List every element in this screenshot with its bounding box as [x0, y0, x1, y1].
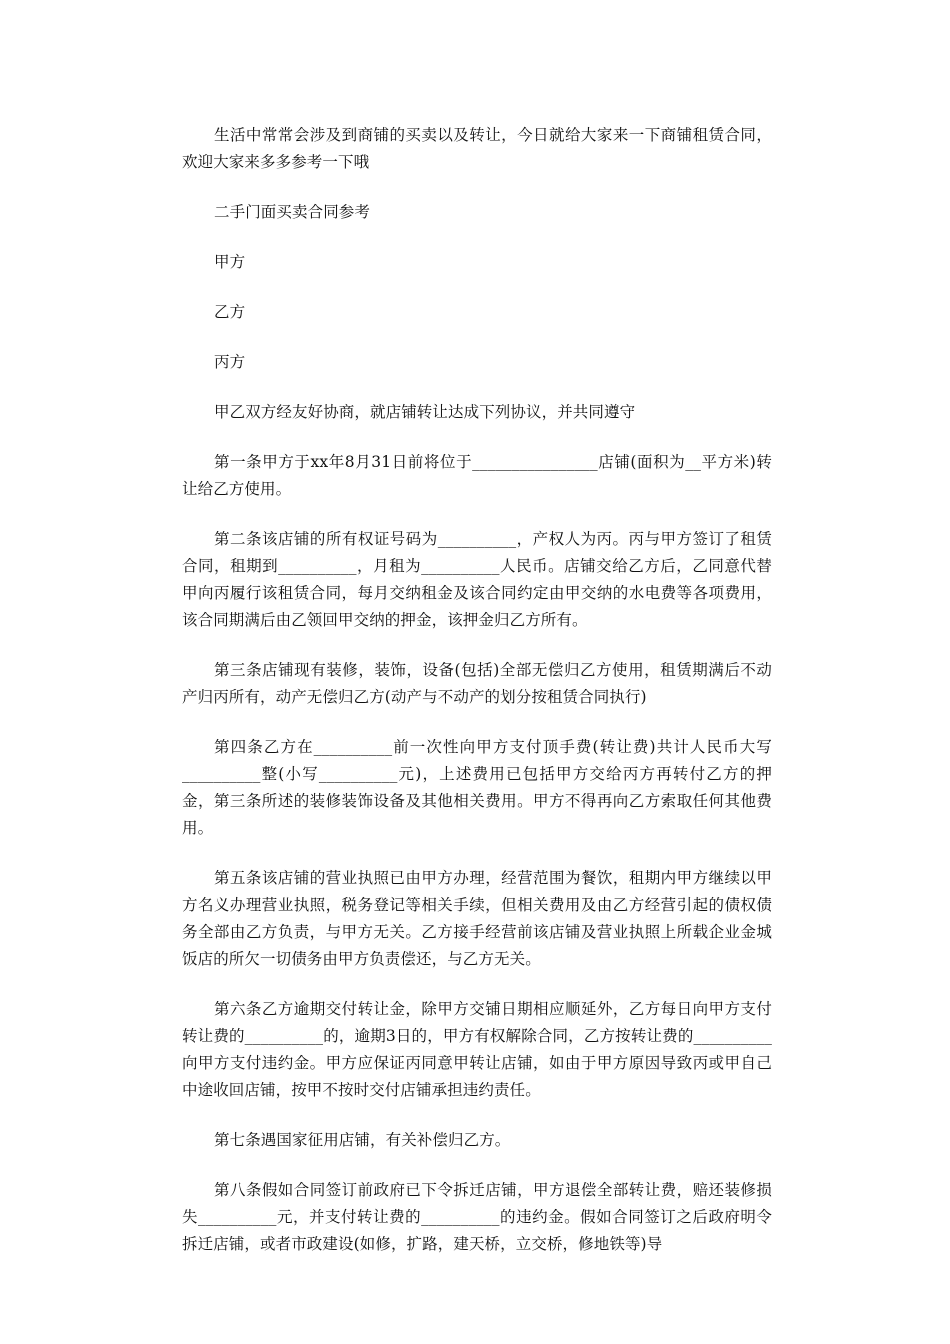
article-3: 第三条店铺现有装修，装饰，设备(包括)全部无偿归乙方使用，租赁期满后不动产归丙所有，动产无偿归乙方(动产与不动产的划分按租赁合同执行): [182, 661, 772, 706]
party-b-label: 乙方: [214, 303, 246, 321]
article-7: 第七条遇国家征用店铺，有关补偿归乙方。: [214, 1131, 511, 1149]
document-body: [182, 122, 772, 1281]
agreement-paragraph: 甲乙双方经友好协商，就店铺转让达成下列协议，并共同遵守: [214, 403, 636, 421]
intro-paragraph: 生活中常常会涉及到商铺的买卖以及转让，今日就给大家来一下商铺租赁合同，欢迎大家来多多参考一下哦: [182, 126, 772, 171]
article-5: 第五条该店铺的营业执照已由甲方办理，经营范围为餐饮，租期内甲方继续以甲方名义办理营业执照，税务登记等相关手续，但相关费用及由乙方经营引起的债权债务全部由乙方负责，与甲方无关。乙方接手经营前该店铺及营业执照上所载企业金城饭店的所欠一切债务由甲方负责偿还，与乙方无关。: [182, 869, 772, 968]
article-4: 第四条乙方在__________前一次性向甲方支付顶手费(转让费)共计人民币大写__________整(小写__________元)，上述费用已包括甲方交给丙方再转付乙方的押金，第三条所述的装修装饰设备及其他相关费用。甲方不得再向乙方索取任何其他费用。: [182, 738, 772, 837]
article-8: 第八条假如合同签订前政府已下令拆迁店铺，甲方退偿全部转让费，赔还装修损失__________元，并支付转让费的__________的违约金。假如合同签订之后政府明令拆迁店铺，或者市政建设(如修，扩路，建天桥，立交桥，修地铁等)导: [182, 1181, 772, 1253]
article-1: 第一条甲方于xx年8月31日前将位于________________店铺(面积为__平方米)转让给乙方使用。: [182, 453, 772, 498]
article-2: 第二条该店铺的所有权证号码为__________，产权人为丙。丙与甲方签订了租赁合同，租期到__________，月租为__________人民币。店铺交给乙方后，乙同意代替甲向丙履行该租赁合同，每月交纳租金及该合同约定由甲交纳的水电费等各项费用，该合同期满后由乙领回甲交纳的押金，该押金归乙方所有。: [182, 530, 772, 629]
party-c-label: 丙方: [214, 353, 246, 371]
party-a-label: 甲方: [214, 253, 246, 271]
contract-title: 二手门面买卖合同参考: [214, 203, 371, 221]
article-6: 第六条乙方逾期交付转让金，除甲方交铺日期相应顺延外，乙方每日向甲方支付转让费的__________的，逾期3日的，甲方有权解除合同，乙方按转让费的__________向甲方支付违约金。甲方应保证丙同意甲转让店铺，如由于甲方原因导致丙或甲自己中途收回店铺，按甲不按时交付店铺承担违约责任。: [182, 1000, 772, 1099]
